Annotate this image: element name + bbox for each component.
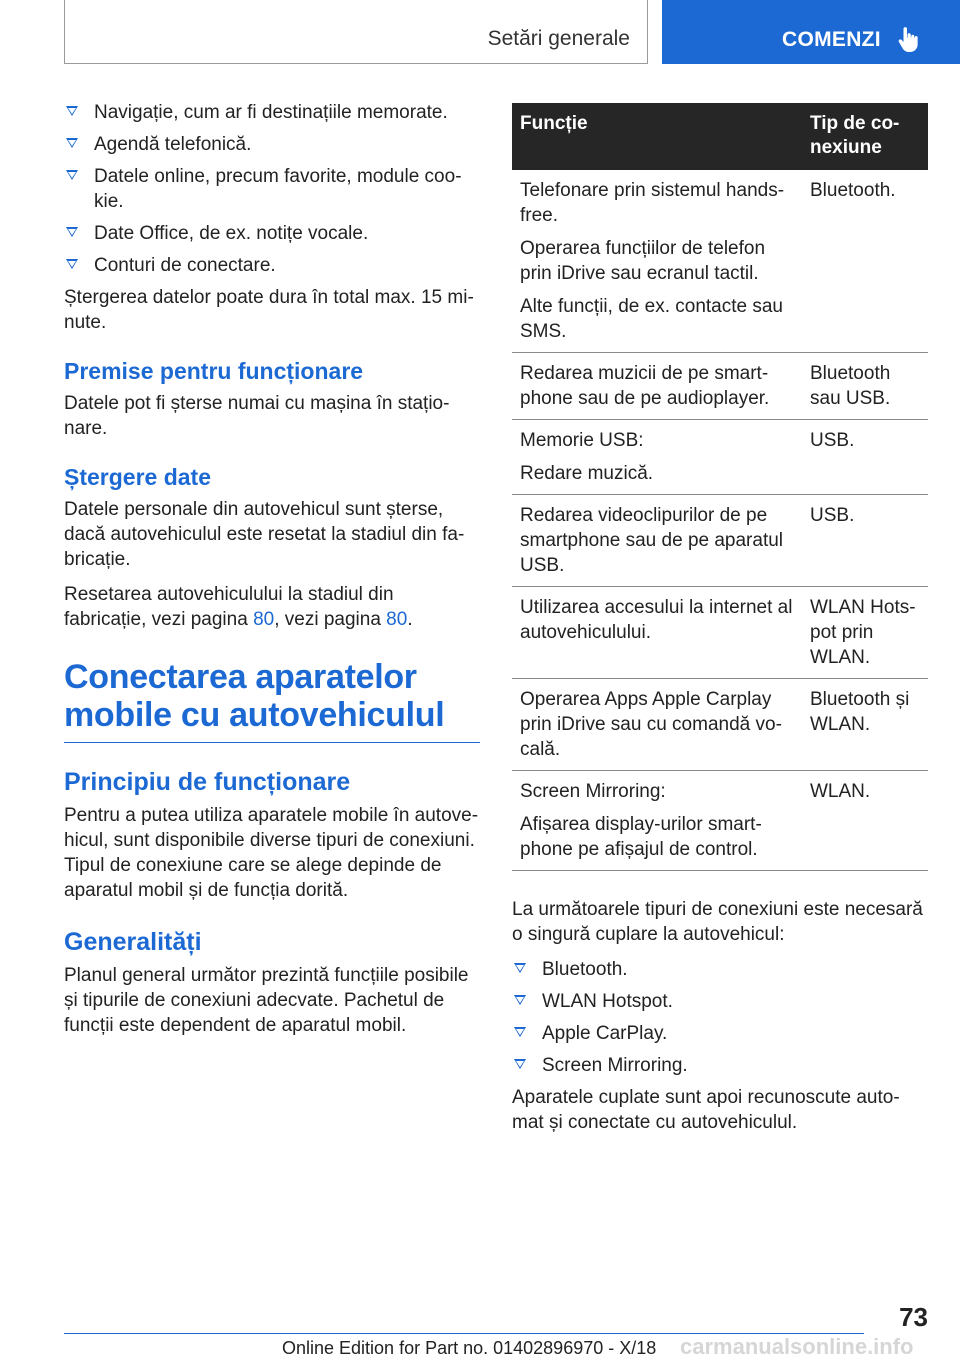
data-types-list bbox=[64, 100, 480, 278]
chapter-title: Conectarea aparatelor mobile cu autovehiculul bbox=[64, 658, 480, 743]
triangle-bullet-icon bbox=[514, 1059, 526, 1069]
watermark-logo: carmanualsonline.info bbox=[680, 1334, 914, 1359]
list-item: WLAN Hotspot. bbox=[512, 989, 928, 1014]
connection-cell: Bluetooth sau USB. bbox=[802, 353, 928, 420]
delete-time-text: Ștergerea datelor poate dura în total max. 15 mi-nute. bbox=[64, 287, 474, 333]
premise-heading: Premise pentru funcționare bbox=[64, 358, 364, 384]
page-number: 73 bbox=[899, 1302, 928, 1332]
triangle-bullet-icon bbox=[514, 995, 526, 1005]
list-item: Navigație, cum ar fi destinațiile memorate. bbox=[64, 100, 480, 125]
general-heading: Generalități bbox=[64, 928, 202, 956]
column-header-function: Funcție bbox=[512, 103, 802, 170]
function-cell: Screen Mirroring: Afișarea display-urilor smart-phone pe afișajul de control. bbox=[512, 771, 802, 871]
table-row bbox=[512, 587, 928, 679]
list-item: Screen Mirroring. bbox=[512, 1053, 928, 1078]
table-row bbox=[512, 679, 928, 771]
list-item: Apple CarPlay. bbox=[512, 1021, 928, 1046]
reset-text: Resetarea autovehiculului la stadiul din fabricație, vezi pagina 80, vezi pagina 80. bbox=[64, 584, 413, 630]
function-cell: Memorie USB: Redare muzică. bbox=[512, 420, 802, 495]
premise-text: Datele pot fi șterse numai cu mașina în stațio-nare. bbox=[64, 393, 450, 439]
column-header-connection: Tip de co-nexiune bbox=[802, 103, 928, 170]
list-item: Bluetooth. bbox=[512, 957, 928, 982]
pairing-list bbox=[512, 957, 928, 1078]
list-item: Datele online, precum favorite, module coo-kie. bbox=[64, 164, 480, 214]
edition-text: Online Edition for Part no. 01402896970 - X/18 bbox=[282, 1338, 657, 1358]
pairing-outro: Aparatele cuplate sunt apoi recunoscute auto-mat și conectate cu autovehiculul. bbox=[512, 1087, 900, 1133]
function-cell: Redarea videoclipurilor de pe smartphone sau de pe aparatul USB. bbox=[512, 495, 802, 587]
left-column bbox=[64, 100, 480, 1048]
connection-cell: WLAN Hots-pot prin WLAN. bbox=[802, 587, 928, 679]
page-link[interactable]: 80 bbox=[386, 609, 408, 630]
table-row bbox=[512, 170, 928, 353]
principle-heading: Principiu de funcționare bbox=[64, 768, 351, 796]
triangle-bullet-icon bbox=[514, 963, 526, 973]
pairing-section bbox=[512, 897, 928, 1135]
connection-cell: Bluetooth. bbox=[802, 170, 928, 353]
list-item: Conturi de conectare. bbox=[64, 253, 480, 278]
triangle-bullet-icon bbox=[66, 106, 78, 116]
pairing-intro: La următoarele tipuri de conexiuni este necesară o singură cuplare la autovehicul: bbox=[512, 899, 923, 945]
list-item: Date Office, de ex. notițe vocale. bbox=[64, 221, 480, 246]
section-title: Setări generale bbox=[487, 27, 630, 50]
tab-comenzi-label: COMENZI bbox=[782, 28, 881, 51]
triangle-bullet-icon bbox=[514, 1027, 526, 1037]
triangle-bullet-icon bbox=[66, 170, 78, 180]
page-link[interactable]: 80 bbox=[253, 609, 275, 630]
principle-text: Pentru a putea utiliza aparatele mobile în autove-hicul, sunt disponibile diverse tipuri de conexiuni. Tipul de conexiune care se alege depinde de aparatul mobil și de funcția dorită. bbox=[64, 805, 479, 901]
triangle-bullet-icon bbox=[66, 259, 78, 269]
tab-comenzi[interactable] bbox=[662, 0, 960, 64]
connection-cell: Bluetooth și WLAN. bbox=[802, 679, 928, 771]
function-cell: Telefonare prin sistemul hands-free. Operarea funcțiilor de telefon prin iDrive sau ecranul tactil. Alte funcții, de ex. contacte sau SMS. bbox=[512, 170, 802, 353]
function-cell: Utilizarea accesului la internet al autovehiculului. bbox=[512, 587, 802, 679]
list-item: Agendă telefonică. bbox=[64, 132, 480, 157]
right-column bbox=[512, 103, 928, 1145]
table-row bbox=[512, 495, 928, 587]
table-row bbox=[512, 420, 928, 495]
triangle-bullet-icon bbox=[66, 138, 78, 148]
hand-pointer-icon bbox=[894, 24, 924, 54]
triangle-bullet-icon bbox=[66, 227, 78, 237]
table-row bbox=[512, 771, 928, 871]
connection-cell: USB. bbox=[802, 420, 928, 495]
function-cell: Redarea muzicii de pe smart-phone sau de pe audioplayer. bbox=[512, 353, 802, 420]
connection-table bbox=[512, 103, 928, 871]
connection-cell: WLAN. bbox=[802, 771, 928, 871]
function-cell: Operarea Apps Apple Carplay prin iDrive sau cu comandă vo-cală. bbox=[512, 679, 802, 771]
connection-cell: USB. bbox=[802, 495, 928, 587]
table-row bbox=[512, 353, 928, 420]
delete-heading: Ștergere date bbox=[64, 464, 212, 490]
general-text: Planul general următor prezintă funcțiile posibile și tipurile de conexiuni adecvate. Pachetul de funcții este dependent de aparatul mobil. bbox=[64, 965, 469, 1036]
delete-text: Datele personale din autovehicul sunt șterse, dacă autovehiculul este resetat la stadiul din fa-bricație. bbox=[64, 499, 465, 570]
table-header-row bbox=[512, 103, 928, 170]
